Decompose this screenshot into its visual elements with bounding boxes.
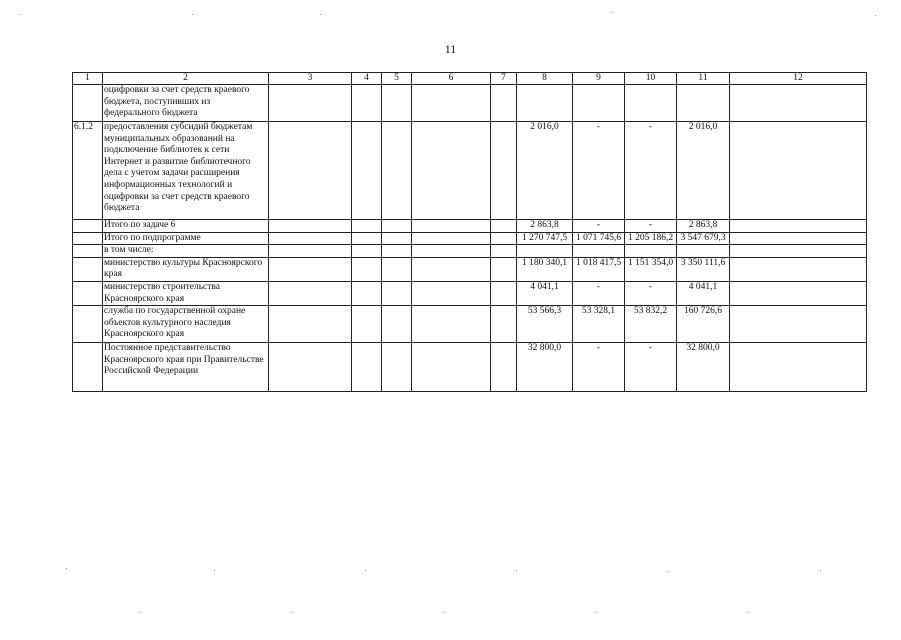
cell-col11: 2 016,0 [677, 122, 730, 220]
cell-col8: 53 566,3 [517, 306, 573, 343]
cell-col3 [269, 306, 352, 343]
cell-description: Итого по задаче 6 [103, 220, 269, 233]
cell-col6 [412, 85, 491, 122]
cell-description: служба по государственной охране объектов культурного наследия Красноярского края [103, 306, 269, 343]
cell-col3 [269, 220, 352, 233]
cell-col10: - [625, 281, 677, 305]
cell-col6 [412, 281, 491, 305]
cell-col10: - [625, 122, 677, 220]
cell-number [73, 85, 103, 122]
cell-col9: - [573, 122, 625, 220]
cell-col8: 32 800,0 [517, 343, 573, 392]
cell-col4 [352, 257, 382, 281]
cell-number [73, 306, 103, 343]
cell-col6 [412, 245, 491, 258]
header-col-4: 4 [352, 73, 382, 85]
cell-col11: 4 041,1 [677, 281, 730, 305]
cell-description: оцифровки за счет средств краевого бюджета, поступивших из федерального бюджета [103, 85, 269, 122]
header-col-11: 11 [677, 73, 730, 85]
cell-col8: 2 863,8 [517, 220, 573, 233]
cell-col5 [382, 281, 412, 305]
cell-col6 [412, 257, 491, 281]
cell-col9: 1 018 417,5 [573, 257, 625, 281]
cell-col11: 32 800,0 [677, 343, 730, 392]
cell-col12 [730, 343, 867, 392]
header-row [73, 73, 867, 85]
budget-table [72, 72, 867, 392]
cell-col9: - [573, 220, 625, 233]
header-col-1: 1 [73, 73, 103, 85]
cell-col5 [382, 122, 412, 220]
cell-col9: - [573, 281, 625, 305]
cell-col7 [491, 85, 517, 122]
cell-col11: 2 863,8 [677, 220, 730, 233]
cell-col3 [269, 245, 352, 258]
cell-col10 [625, 85, 677, 122]
cell-col8: 1 180 340,1 [517, 257, 573, 281]
header-col-5: 5 [382, 73, 412, 85]
cell-col7 [491, 220, 517, 233]
cell-col9: 1 071 745,6 [573, 232, 625, 245]
cell-col9 [573, 85, 625, 122]
cell-col7 [491, 281, 517, 305]
cell-number [73, 343, 103, 392]
cell-col3 [269, 122, 352, 220]
header-col-10: 10 [625, 73, 677, 85]
table-row [73, 85, 867, 122]
cell-col10: 1 205 186,2 [625, 232, 677, 245]
cell-number [73, 232, 103, 245]
cell-number: 6.1.2 [73, 122, 103, 220]
cell-col4 [352, 122, 382, 220]
cell-col12 [730, 232, 867, 245]
cell-col7 [491, 306, 517, 343]
header-col-3: 3 [269, 73, 352, 85]
cell-col8 [517, 245, 573, 258]
cell-col8 [517, 85, 573, 122]
header-col-6: 6 [412, 73, 491, 85]
cell-description: предоставления субсидий бюджетам муниципальных образований на подключение библиотек к сети Интернет и развитие библиотечного дела с учетом задачи расширения информационных технологий и оцифровки за счет средств краевого бюджета [103, 122, 269, 220]
cell-col10: 53 832,2 [625, 306, 677, 343]
cell-col6 [412, 122, 491, 220]
header-col-12: 12 [730, 73, 867, 85]
header-col-9: 9 [573, 73, 625, 85]
table-row [73, 220, 867, 233]
table-row [73, 281, 867, 305]
cell-col8: 4 041,1 [517, 281, 573, 305]
cell-col5 [382, 245, 412, 258]
table-row [73, 122, 867, 220]
table-row [73, 245, 867, 258]
cell-col4 [352, 220, 382, 233]
cell-col3 [269, 257, 352, 281]
cell-number [73, 281, 103, 305]
cell-col5 [382, 232, 412, 245]
cell-col3 [269, 281, 352, 305]
cell-col7 [491, 122, 517, 220]
cell-col4 [352, 343, 382, 392]
table-row [73, 232, 867, 245]
cell-col5 [382, 343, 412, 392]
cell-description: министерство строительства Красноярского края [103, 281, 269, 305]
table-row [73, 306, 867, 343]
cell-col11: 3 547 679,3 [677, 232, 730, 245]
cell-number [73, 220, 103, 233]
cell-col12 [730, 245, 867, 258]
cell-col7 [491, 257, 517, 281]
cell-col6 [412, 343, 491, 392]
cell-col10: - [625, 343, 677, 392]
cell-col5 [382, 220, 412, 233]
cell-col10 [625, 245, 677, 258]
cell-col7 [491, 343, 517, 392]
cell-col10: 1 151 354,0 [625, 257, 677, 281]
cell-col3 [269, 232, 352, 245]
cell-col12 [730, 257, 867, 281]
cell-col12 [730, 281, 867, 305]
cell-col4 [352, 281, 382, 305]
cell-col12 [730, 306, 867, 343]
cell-col11: 3 350 111,6 [677, 257, 730, 281]
cell-col6 [412, 220, 491, 233]
cell-col12 [730, 85, 867, 122]
cell-col4 [352, 245, 382, 258]
cell-col12 [730, 122, 867, 220]
cell-col7 [491, 245, 517, 258]
cell-col9: - [573, 343, 625, 392]
cell-col11 [677, 85, 730, 122]
cell-description: министерство культуры Красноярского края [103, 257, 269, 281]
cell-number [73, 257, 103, 281]
cell-col4 [352, 306, 382, 343]
cell-col6 [412, 306, 491, 343]
cell-col7 [491, 232, 517, 245]
cell-col8: 2 016,0 [517, 122, 573, 220]
table-row [73, 257, 867, 281]
cell-description: в том числе: [103, 245, 269, 258]
cell-col8: 1 270 747,5 [517, 232, 573, 245]
cell-col6 [412, 232, 491, 245]
cell-col10: - [625, 220, 677, 233]
cell-col11: 160 726,6 [677, 306, 730, 343]
cell-col4 [352, 85, 382, 122]
cell-description: Итого по подпрограмме [103, 232, 269, 245]
header-col-8: 8 [517, 73, 573, 85]
cell-col3 [269, 343, 352, 392]
page-number: 11 [444, 42, 457, 56]
cell-col11 [677, 245, 730, 258]
header-col-7: 7 [491, 73, 517, 85]
cell-col4 [352, 232, 382, 245]
cell-col9 [573, 245, 625, 258]
cell-col5 [382, 257, 412, 281]
table-row [73, 343, 867, 392]
cell-col5 [382, 85, 412, 122]
cell-number [73, 245, 103, 258]
cell-description: Постоянное представительство Красноярского края при Правительстве Российской Федерации [103, 343, 269, 392]
cell-col9: 53 328,1 [573, 306, 625, 343]
header-col-2: 2 [103, 73, 269, 85]
cell-col3 [269, 85, 352, 122]
cell-col5 [382, 306, 412, 343]
cell-col12 [730, 220, 867, 233]
